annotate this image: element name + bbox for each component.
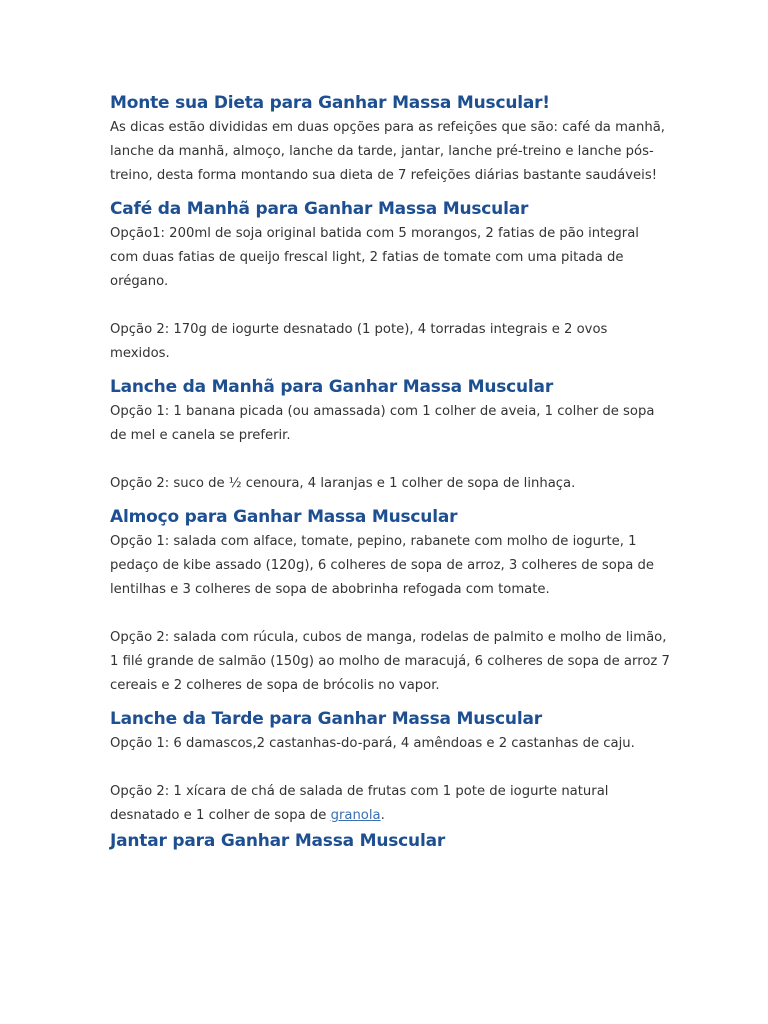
intro-section [110, 90, 670, 188]
morning-snack-heading: Lanche da Manhã para Ganhar Massa Muscular [110, 377, 554, 397]
afternoon-snack-option-1: Opção 1: 6 damascos,2 castanhas-do-pará, 4 amêndoas e 2 castanhas de caju. [110, 736, 635, 751]
afternoon-snack-section [110, 706, 670, 828]
afternoon-snack-heading: Lanche da Tarde para Ganhar Massa Muscular [110, 709, 542, 729]
afternoon-snack-option-2 [110, 780, 670, 828]
morning-snack-option-2: Opção 2: suco de ½ cenoura, 4 laranjas e 1 colher de sopa de linhaça. [110, 476, 576, 491]
lunch-option-2: Opção 2: salada com rúcula, cubos de manga, rodelas de palmito e molho de limão, 1 filé grande de salmão (150g) ao molho de maracujá, 6 colheres de sopa de arroz 7 cereais e 2 colheres de sopa de brócolis no vapor. [110, 630, 670, 693]
spacer [110, 756, 670, 780]
option-2-text: Opção 2: 1 xícara de chá de salada de frutas com 1 pote de iogurte natural desnatado e 1 colher de sopa de [110, 784, 609, 823]
article [110, 90, 670, 862]
lunch-section [110, 504, 670, 698]
spacer [110, 448, 670, 472]
granola-link[interactable]: granola [330, 808, 381, 823]
spacer [110, 602, 670, 626]
dinner-heading: Jantar para Ganhar Massa Muscular [110, 831, 446, 851]
morning-snack-option-1: Opção 1: 1 banana picada (ou amassada) com 1 colher de aveia, 1 colher de sopa de mel e canela se preferir. [110, 404, 655, 443]
lunch-option-1: Opção 1: salada com alface, tomate, pepino, rabanete com molho de iogurte, 1 pedaço de kibe assado (120g), 6 colheres de sopa de arroz, 3 colheres de sopa de lentilhas e 3 colheres de sopa de abobrinha refogada com tomate. [110, 534, 654, 597]
lunch-heading: Almoço para Ganhar Massa Muscular [110, 507, 458, 527]
breakfast-section [110, 196, 670, 366]
breakfast-option-1: Opção1: 200ml de soja original batida com 5 morangos, 2 fatias de pão integral com duas fatias de queijo frescal light, 2 fatias de tomate com uma pitada de orégano. [110, 226, 639, 289]
morning-snack-section [110, 374, 670, 496]
intro-heading: Monte sua Dieta para Ganhar Massa Muscular! [110, 93, 550, 113]
spacer [110, 294, 670, 318]
option-2-suffix: . [380, 808, 385, 823]
breakfast-option-2: Opção 2: 170g de iogurte desnatado (1 pote), 4 torradas integrais e 2 ovos mexidos. [110, 322, 608, 361]
intro-paragraph: As dicas estão divididas em duas opções para as refeições que são: café da manhã, lanche da manhã, almoço, lanche da tarde, jantar, lanche pré-treino e lanche pós-treino, desta forma montando sua dieta de 7 refeições diárias bastante saudáveis! [110, 120, 666, 183]
dinner-section [110, 828, 670, 854]
breakfast-heading: Café da Manhã para Ganhar Massa Muscular [110, 199, 529, 219]
